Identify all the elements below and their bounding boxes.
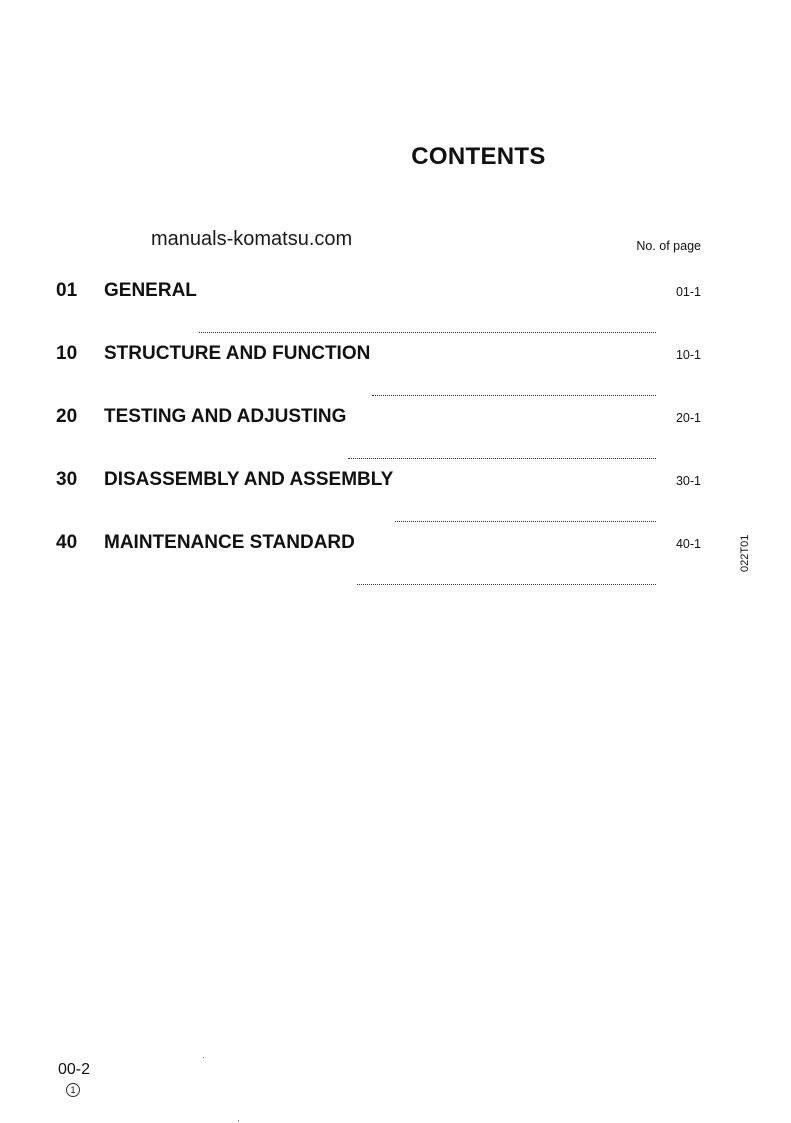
footer-page-number: 00-2 xyxy=(58,1061,91,1078)
page-title: CONTENTS xyxy=(411,143,546,170)
side-code: 022T01 xyxy=(739,534,751,572)
toc-number: 20 xyxy=(56,406,78,427)
toc-row[interactable] xyxy=(56,280,701,343)
toc-number: 30 xyxy=(56,469,78,490)
toc-page: 01-1 xyxy=(675,285,701,299)
toc-page: 40-1 xyxy=(675,537,701,551)
toc-list xyxy=(56,280,701,595)
toc-leader-dots xyxy=(199,331,656,333)
toc-number: 10 xyxy=(56,343,78,364)
toc-page: 30-1 xyxy=(675,474,701,488)
toc-row[interactable] xyxy=(56,532,701,595)
toc-leader-dots xyxy=(348,457,656,459)
toc-title: STRUCTURE AND FUNCTION xyxy=(104,343,371,364)
toc-leader-dots xyxy=(357,583,656,585)
toc-title: GENERAL xyxy=(104,280,197,301)
toc-title: TESTING AND ADJUSTING xyxy=(104,406,347,427)
page-column-header: No. of page xyxy=(636,239,701,253)
footer-revision-mark: 1 xyxy=(66,1083,80,1097)
toc-leader-dots xyxy=(372,394,656,396)
toc-title: DISASSEMBLY AND ASSEMBLY xyxy=(104,469,394,490)
toc-row[interactable] xyxy=(56,343,701,406)
toc-page: 10-1 xyxy=(675,348,701,362)
watermark-text: manuals-komatsu.com xyxy=(151,228,353,250)
toc-number: 40 xyxy=(56,532,78,553)
toc-leader-dots xyxy=(395,520,656,522)
toc-number: 01 xyxy=(56,280,78,301)
toc-page: 20-1 xyxy=(675,411,701,425)
toc-row[interactable] xyxy=(56,469,701,532)
scan-speck xyxy=(238,1120,239,1121)
toc-row[interactable] xyxy=(56,406,701,469)
scan-speck xyxy=(203,1057,204,1058)
toc-title: MAINTENANCE STANDARD xyxy=(104,532,355,553)
